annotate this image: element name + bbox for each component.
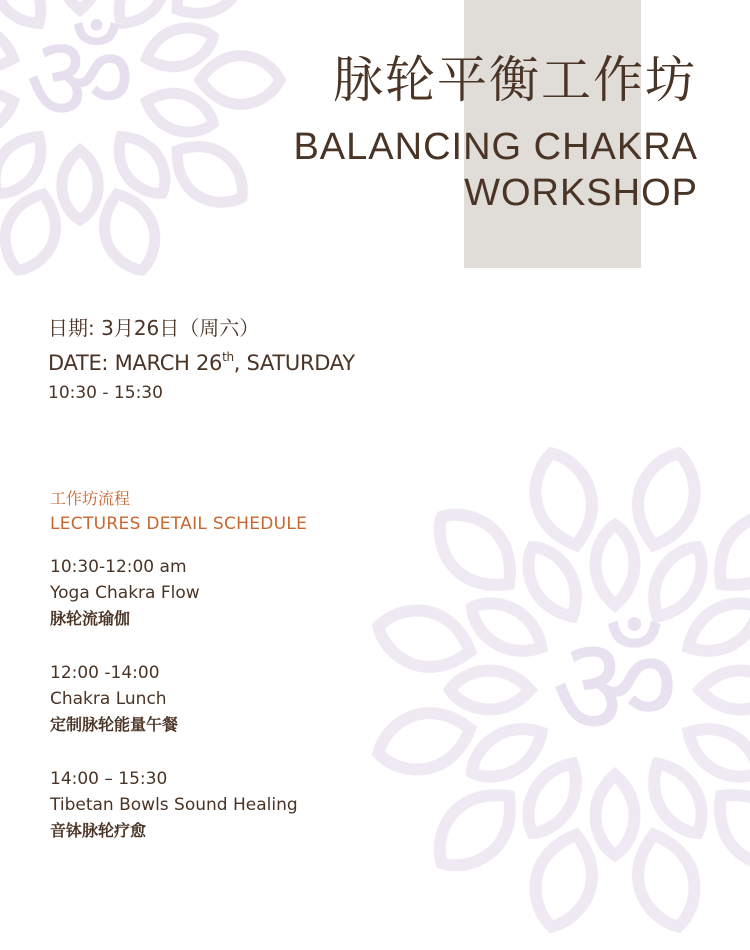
schedule-item-name-english: Chakra Lunch	[50, 689, 167, 709]
schedule-item-name-english: Yoga Chakra Flow	[50, 583, 200, 603]
lotus-petal	[422, 777, 528, 883]
schedule-heading-english: LECTURES DETAIL SCHEDULE	[50, 514, 308, 534]
lotus-petal	[627, 828, 705, 934]
date-chinese: 日期: 3月26日（周六）	[48, 316, 260, 340]
lotus-petal	[371, 600, 477, 678]
date-block	[48, 312, 355, 403]
schedule-item	[50, 554, 307, 632]
lotus-petal	[0, 84, 19, 140]
lotus-petal	[525, 446, 603, 552]
schedule-item-time: 14:00 – 15:30	[50, 769, 168, 789]
time-range: 10:30 - 15:30	[48, 383, 163, 403]
date-english	[48, 351, 355, 375]
schedule-item	[50, 660, 307, 738]
lotus-petal	[596, 775, 635, 855]
schedule-section	[50, 486, 307, 844]
lotus-petal	[62, 0, 99, 10]
lotus-petal	[450, 671, 530, 710]
title-english-line2: WORKSHOP	[464, 172, 698, 214]
schedule-heading-chinese: 工作坊流程	[50, 489, 131, 508]
lotus-petal	[62, 150, 99, 220]
lotus-petal	[596, 525, 635, 605]
date-english-rest: , SATURDAY	[233, 351, 355, 375]
lotus-petal	[702, 777, 750, 883]
date-ordinal-suffix: th	[222, 350, 234, 364]
lotus-petal	[94, 187, 165, 278]
lotus-petal	[0, 19, 19, 75]
title-english-line1: BALANCING CHAKRA	[293, 126, 698, 168]
schedule-item-time: 12:00 -14:00	[50, 663, 160, 683]
schedule-item-name-chinese: 定制脉轮能量午餐	[50, 715, 179, 734]
lotus-petal	[0, 187, 66, 278]
date-english-prefix: DATE: MARCH 26	[48, 351, 223, 375]
lotus-petal	[525, 828, 603, 934]
lotus-petal	[371, 702, 477, 780]
lotus-petal	[163, 131, 256, 217]
lotus-petal	[422, 497, 528, 603]
om-icon: ॐ	[551, 606, 679, 769]
schedule-item-time: 10:30-12:00 am	[50, 557, 187, 577]
schedule-item-name-chinese: 脉轮流瑜伽	[50, 609, 131, 628]
schedule-item-name-chinese: 音钵脉轮疗愈	[50, 821, 147, 840]
om-icon: ॐ	[25, 10, 135, 149]
lotus-bottom-right-icon	[355, 430, 750, 950]
title-chinese: 脉轮平衡工作坊	[333, 51, 697, 109]
lotus-petal	[200, 56, 280, 105]
schedule-item-name-english: Tibetan Bowls Sound Healing	[50, 795, 298, 815]
schedule-item	[50, 766, 307, 844]
lotus-petal	[700, 671, 750, 710]
lotus-petal	[627, 446, 705, 552]
lotus-petal	[702, 497, 750, 603]
lotus-top-left-icon	[0, 0, 290, 290]
title-english	[293, 124, 698, 216]
